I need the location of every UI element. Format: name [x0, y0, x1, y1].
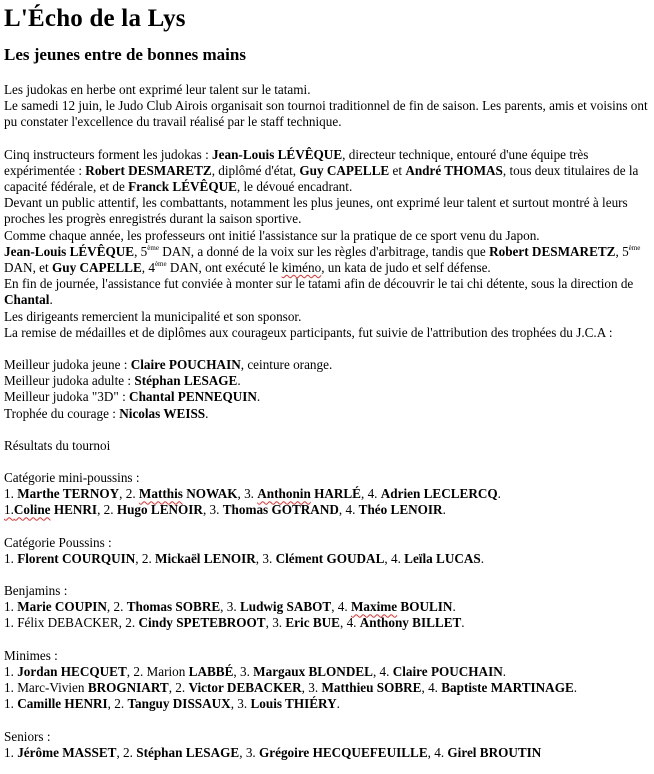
- text-run: Matthis: [138, 486, 183, 502]
- bold-text: Stéphan LESAGE: [134, 373, 238, 389]
- bold-text: Jordan HECQUET: [17, 663, 127, 679]
- bold-text: Cindy SPETEBROOT: [138, 615, 266, 631]
- text-run: .: [256, 389, 261, 405]
- person-name: Robert DESMARETZ: [489, 243, 616, 259]
- bold-text: Claire POUCHAIN: [392, 663, 503, 679]
- text-run: , 4.: [427, 744, 448, 760]
- text-run: Meilleur judoka "3D" :: [4, 389, 130, 405]
- text-run: .: [237, 373, 241, 389]
- text-run: , 4.: [372, 663, 393, 679]
- result-line: [4, 615, 650, 631]
- text-run: , tous deux titulaires de la capacité fédérale, et de: [4, 162, 639, 195]
- text-run: 1.: [4, 486, 18, 502]
- text-run: , diplômé d'état,: [211, 162, 300, 178]
- initiation-paragraph: Comme chaque année, les professeurs ont initié l'assistance sur la pratique de ce sport venu du Japon.: [4, 227, 540, 243]
- person-name: Robert DESMARETZ: [85, 162, 212, 178]
- bold-text: Florent COURQUIN: [17, 550, 136, 566]
- text-run: Maxime: [350, 599, 398, 615]
- demonstration-paragraph: [4, 244, 650, 276]
- text-run: ème: [154, 260, 167, 269]
- text-run: , 3.: [233, 663, 254, 679]
- spellcheck-word: kiméno: [281, 260, 322, 276]
- tai-chi-paragraph: [4, 276, 650, 308]
- text-run: , 3.: [202, 502, 223, 518]
- result-line: [4, 599, 650, 615]
- bold-text: Théo LENOIR: [358, 502, 443, 518]
- bold-text: Tanguy DISSAUX: [127, 696, 231, 712]
- text-run: 1.: [4, 550, 18, 566]
- text-run: , 4: [141, 260, 155, 276]
- person-name: Jean-Louis LÉVÊQUE: [212, 146, 343, 162]
- text-run: Meilleur judoka adulte :: [4, 373, 135, 389]
- text-run: , 3.: [239, 744, 259, 760]
- text-run: , 4.: [421, 680, 442, 696]
- text-run: , 3.: [237, 486, 258, 502]
- result-line: [4, 502, 650, 518]
- text-run: .: [461, 615, 465, 631]
- bold-text: Victor DEBACKER: [188, 680, 302, 696]
- text-run: , 2.: [97, 502, 117, 518]
- text-run: .: [573, 680, 578, 696]
- text-run: 1. Félix DEBACKER, 2.: [4, 615, 139, 631]
- text-run: , 5: [134, 243, 148, 259]
- bold-text: Baptiste MARTINAGE: [441, 680, 574, 696]
- text-run: .: [452, 599, 456, 615]
- text-run: NOWAK: [182, 486, 238, 502]
- award-line: [4, 373, 650, 389]
- text-run: 1.: [4, 696, 18, 712]
- person-name: Jean-Louis LÉVÊQUE: [4, 243, 135, 259]
- bold-text: Girel BROUTIN: [447, 744, 542, 760]
- person-name: Franck LÉVÊQUE: [128, 179, 237, 195]
- text-run: , 3.: [220, 599, 240, 615]
- text-run: .: [336, 696, 340, 712]
- result-line: [4, 551, 650, 567]
- text-run: , 4.: [331, 599, 351, 615]
- text-run: , 5: [615, 243, 629, 259]
- text-run: , 4.: [339, 615, 360, 631]
- text-run: DAN, ont exécuté le: [166, 260, 282, 276]
- bold-text: Jérôme MASSET: [17, 744, 117, 760]
- text-run: .: [205, 405, 209, 421]
- text-run: HARLÉ: [310, 486, 361, 502]
- bold-text: Nicolas WEISS: [119, 405, 206, 421]
- article-body: [4, 82, 650, 761]
- bold-text: HENRI: [50, 502, 98, 518]
- text-run: Meilleur judoka jeune :: [4, 357, 131, 373]
- text-run: BOULIN: [397, 599, 453, 615]
- result-line: [4, 664, 650, 680]
- person-name: Guy CAPELLE: [51, 260, 142, 276]
- bold-text: Eric BUE: [285, 615, 340, 631]
- bold-text: Coline: [13, 502, 51, 518]
- text-run: , 2.: [168, 680, 189, 696]
- text-run: , 4.: [384, 550, 405, 566]
- newspaper-masthead: L'Écho de la Lys: [4, 5, 186, 32]
- bold-text: Margaux BLONDEL: [253, 663, 373, 679]
- bold-text: Matthieu SOBRE: [321, 680, 422, 696]
- text-run: Trophée du courage :: [4, 405, 120, 421]
- text-run: 1.: [4, 599, 18, 615]
- award-line: [4, 357, 650, 373]
- text-run: , 2. Marion: [126, 663, 189, 679]
- result-line: [4, 696, 650, 712]
- intro-line-1: Les judokas en herbe ont exprimé leur talent sur le tatami.: [4, 82, 311, 97]
- text-run: .: [480, 550, 485, 566]
- thanks-paragraph: Les dirigeants remercient la municipalité et son sponsor.: [4, 308, 302, 324]
- category-title: Catégorie mini-poussins :: [4, 470, 140, 486]
- text-run: , le dévoué encadrant.: [236, 179, 353, 195]
- text-run: 1.: [4, 502, 14, 518]
- results-title: Résultats du tournoi: [4, 437, 111, 453]
- text-run: .: [497, 486, 501, 502]
- bold-text: BROGNIART: [87, 680, 169, 696]
- bold-text: Adrien LECLERCQ: [380, 486, 498, 502]
- bold-text: Anthony BILLET: [359, 615, 462, 631]
- bold-text: Leïla LUCAS: [404, 550, 481, 566]
- bold-text: Camille HENRI: [17, 696, 108, 712]
- person-name: Guy CAPELLE: [299, 162, 390, 178]
- bold-text: Louis THIÉRY: [250, 696, 337, 712]
- result-line: [4, 486, 650, 502]
- category-title: Minimes :: [4, 647, 58, 663]
- result-line: [4, 680, 650, 696]
- category-title: Seniors :: [4, 728, 51, 744]
- instructors-paragraph: [4, 147, 650, 196]
- text-run: ème: [628, 243, 641, 252]
- bold-text: Mickaël LENOIR: [155, 550, 256, 566]
- text-run: , 2.: [106, 599, 127, 615]
- bold-text: Claire POUCHAIN: [130, 357, 241, 373]
- text-run: [4, 502, 51, 517]
- text-run: DAN, et: [4, 260, 52, 276]
- person-name: Chantal: [4, 292, 50, 308]
- award-line: [4, 389, 650, 405]
- bold-text: Thomas GOTRAND: [222, 502, 339, 518]
- text-run: , 3.: [265, 615, 286, 631]
- text-run: , 2.: [119, 486, 139, 502]
- intro-line-2: Le samedi 12 juin, le Judo Club Airois organisait son tournoi traditionnel de fin de saison. Les parents, amis et voisins ont pu constater l'excellence du travail réalisé par le staff technique.: [4, 98, 648, 130]
- text-run: , 3.: [230, 696, 251, 712]
- text-run: , directeur technique, entouré d'une équipe très expérimentée :: [4, 146, 589, 178]
- text-run: ème: [147, 243, 159, 252]
- bold-text: Clément GOUDAL: [275, 550, 385, 566]
- person-name: André THOMAS: [405, 162, 503, 178]
- bold-text: Stéphan LESAGE: [136, 744, 240, 760]
- text-run: , 2.: [135, 550, 156, 566]
- bold-text: [139, 486, 238, 501]
- result-line: [4, 745, 650, 761]
- text-run: DAN, a donné de la voix sur les règles d'arbitrage, tandis que: [158, 243, 490, 259]
- medals-paragraph: La remise de médailles et de diplômes aux courageux participants, fut suivie de l'attribution des trophées du J.C.A :: [4, 324, 613, 340]
- text-run: .: [49, 292, 53, 308]
- bold-text: Grégoire HECQUEFEUILLE: [259, 744, 428, 760]
- text-run: , 2.: [116, 744, 137, 760]
- bold-text: Marthe TERNOY: [17, 486, 120, 502]
- text-run: , ceinture orange.: [240, 357, 333, 373]
- category-title: Catégorie Poussins :: [4, 534, 112, 550]
- text-run: , 2.: [107, 696, 128, 712]
- text-run: , 3.: [301, 680, 322, 696]
- category-title: Benjamins :: [4, 583, 68, 599]
- text-run: , 4.: [360, 486, 381, 502]
- text-run: 1.: [4, 744, 18, 760]
- article-headline: Les jeunes entre de bonnes mains: [4, 45, 246, 64]
- award-line: [4, 406, 650, 422]
- text-run: 1. Marc-Vivien: [4, 680, 88, 696]
- bold-text: [257, 486, 361, 501]
- bold-text: Ludwig SABOT: [239, 599, 332, 615]
- bold-text: Thomas SOBRE: [126, 599, 221, 615]
- bold-text: Marie COUPIN: [17, 599, 107, 615]
- text-run: 1.: [4, 663, 18, 679]
- bold-text: Chantal PENNEQUIN: [129, 389, 257, 405]
- text-run: Anthonin: [257, 486, 311, 502]
- text-run: , 4.: [338, 502, 359, 518]
- bold-text: Hugo LENOIR: [116, 502, 203, 518]
- text-run: et: [389, 162, 406, 178]
- text-run: En fin de journée, l'assistance fut conviée à monter sur le tatami afin de découvrir le tai chi détente, sous la direction de: [4, 276, 634, 292]
- text-run: Cinq instructeurs forment les judokas :: [4, 146, 213, 162]
- text-run: , un kata de judo et self défense.: [321, 260, 491, 276]
- text-run: .: [502, 663, 507, 679]
- text-run: , 3.: [255, 550, 276, 566]
- audience-paragraph: Devant un public attentif, les combattants, notamment les plus jeunes, ont exprimé leur talent et surtout montré à leurs proches les progrès enregistrés durant la saison sportive.: [4, 195, 628, 227]
- bold-text: LABBÉ: [188, 663, 234, 679]
- text-run: .: [442, 502, 446, 518]
- bold-text: [351, 599, 452, 614]
